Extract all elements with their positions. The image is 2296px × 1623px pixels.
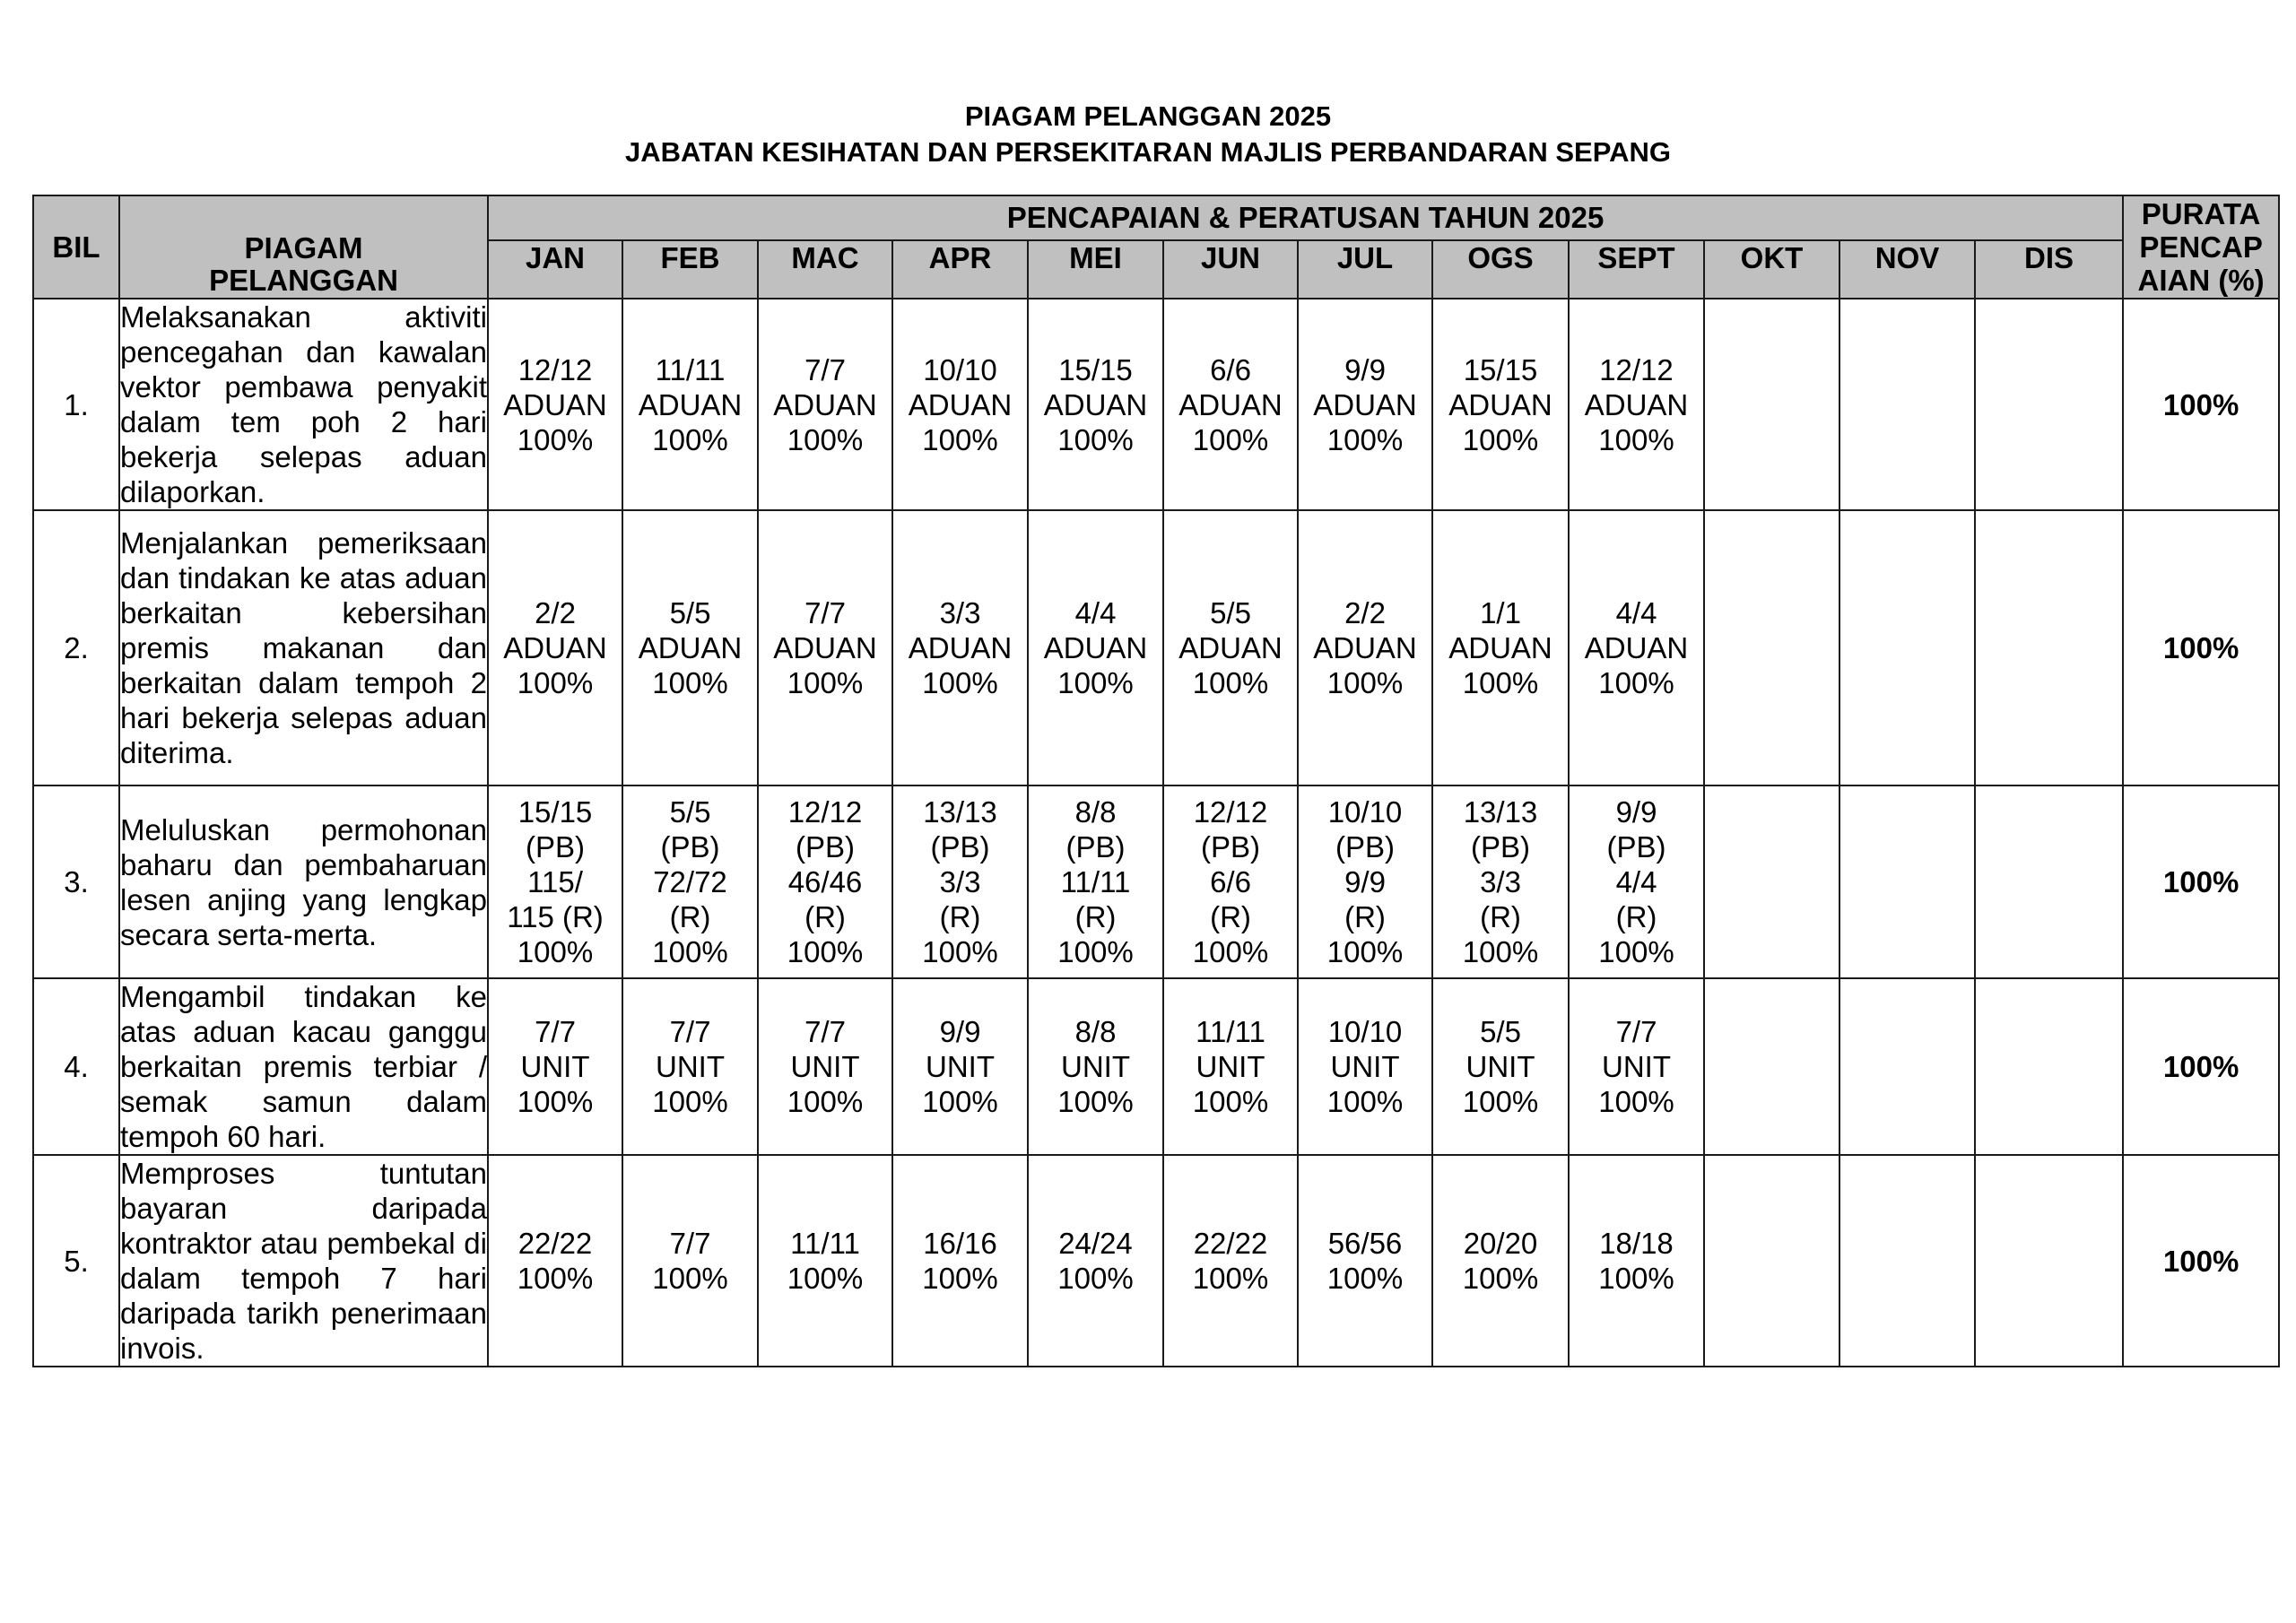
month-cell-jun (1163, 978, 1298, 1155)
month-cell-mei (1028, 299, 1163, 510)
month-cell-sept (1569, 299, 1704, 510)
header-month-okt: OKT (1704, 240, 1839, 299)
month-cell-mac (758, 510, 892, 785)
cell-value-line: 100% (922, 935, 998, 968)
month-cell-feb (622, 785, 758, 978)
cell-value-line: 100% (652, 1262, 728, 1295)
row-number: 3. (33, 785, 119, 978)
month-cell-jun (1163, 510, 1298, 785)
cell-value-line: (PB) (1335, 830, 1395, 864)
cell-value-line: UNIT (1061, 1050, 1130, 1083)
cell-value-line: 100% (652, 1085, 728, 1118)
cell-value-line: (R) (1074, 900, 1117, 933)
month-cell-okt (1704, 299, 1839, 510)
cell-value-line: 12/12 (1599, 352, 1674, 386)
cell-value-line: ADUAN (503, 631, 607, 664)
month-cell-ogs (1432, 299, 1569, 510)
cell-value-line: 7/7 (669, 1015, 711, 1048)
cell-value-line: 20/20 (1463, 1227, 1538, 1260)
month-cell-ogs (1432, 510, 1569, 785)
cell-value-line: (PB) (526, 830, 585, 864)
month-cell-nov (1839, 510, 1975, 785)
cell-value-line: UNIT (520, 1050, 590, 1083)
month-cell-jun (1163, 1155, 1298, 1367)
cell-value-line: (R) (1344, 900, 1386, 933)
month-cell-dis (1975, 785, 2123, 978)
cell-value-line: 100% (1057, 422, 1134, 456)
cell-value-line: 6/6 (1210, 865, 1251, 898)
cell-value-line: 3/3 (939, 596, 981, 629)
cell-value-line: 72/72 (653, 865, 727, 898)
table-row (33, 785, 2279, 978)
cell-value-line: 100% (517, 1262, 594, 1295)
month-cell-apr (892, 978, 1028, 1155)
month-cell-feb (622, 299, 758, 510)
header-month-nov: NOV (1839, 240, 1975, 299)
cell-value-line: (R) (939, 900, 981, 933)
cell-value-line: 100% (1326, 1085, 1404, 1118)
cell-value-line: 100% (1598, 935, 1674, 968)
header-month-jun: JUN (1163, 240, 1298, 299)
cell-value-line: 100% (1462, 666, 1539, 699)
month-cell-jul (1298, 1155, 1432, 1367)
cell-value-line: (R) (1210, 900, 1251, 933)
cell-value-line: 2/2 (535, 596, 576, 629)
header-month-mei: MEI (1028, 240, 1163, 299)
cell-value-line: 100% (922, 422, 998, 456)
cell-value-line: 11/11 (790, 1227, 860, 1260)
month-cell-mac (758, 978, 892, 1155)
header-month-jan: JAN (488, 240, 622, 299)
header-piagam (119, 195, 488, 299)
month-cell-apr (892, 299, 1028, 510)
cell-value-line: 10/10 (923, 352, 997, 386)
cell-value-line: 100% (1326, 666, 1404, 699)
cell-value-line: 3/3 (1480, 865, 1521, 898)
cell-value-line: UNIT (1465, 1050, 1535, 1083)
cell-value-line: 100% (1326, 935, 1404, 968)
cell-value-line: 100% (652, 422, 728, 456)
document-title: PIAGAM PELANGGAN 2025 (964, 100, 1332, 132)
month-cell-jul (1298, 510, 1432, 785)
cell-value-line: 100% (922, 666, 998, 699)
cell-value-line: 100% (1057, 666, 1134, 699)
cell-value-line: 5/5 (669, 795, 711, 829)
month-cell-feb (622, 1155, 758, 1367)
cell-value-line: 7/7 (804, 352, 846, 386)
cell-value-line: UNIT (926, 1050, 995, 1083)
average-achievement: 100% (2123, 1155, 2279, 1367)
cell-value-line: ADUAN (1313, 387, 1417, 421)
row-number: 1. (33, 299, 119, 510)
month-cell-dis (1975, 299, 2123, 510)
cell-value-line: ADUAN (503, 387, 607, 421)
month-cell-dis (1975, 510, 2123, 785)
month-cell-mei (1028, 978, 1163, 1155)
charter-description: Mengambil tindakan ke atas aduan kacau ganggu berkaitan premis terbiar / semak samun dalam tempoh 60 hari. (120, 980, 487, 1153)
cell-value-line: 100% (787, 422, 864, 456)
month-cell-sept (1569, 785, 1704, 978)
cell-value-line: ADUAN (908, 387, 1013, 421)
header-purata (2123, 195, 2279, 299)
cell-value-line: 7/7 (1615, 1015, 1657, 1048)
cell-value-line: 24/24 (1058, 1227, 1133, 1260)
header-month-apr: APR (892, 240, 1028, 299)
cell-value-line: 4/4 (1615, 596, 1657, 629)
cell-value-line: 9/9 (1344, 352, 1386, 386)
table-row (33, 510, 2279, 785)
charter-description: Meluluskan permohonan baharu dan pembaharuan lesen anjing yang lengkap secara serta-merta. (119, 785, 488, 978)
header-month-dis: DIS (1975, 240, 2123, 299)
cell-value-line: 5/5 (669, 596, 711, 629)
cell-value-line: 18/18 (1599, 1227, 1674, 1260)
header-month-jul: JUL (1298, 240, 1432, 299)
month-cell-okt (1704, 1155, 1839, 1367)
cell-value-line: 12/12 (787, 795, 863, 829)
month-cell-jan (488, 1155, 622, 1367)
month-cell-jul (1298, 785, 1432, 978)
cell-value-line: 100% (1057, 1085, 1134, 1118)
row-number: 2. (33, 510, 119, 785)
cell-value-line: UNIT (1602, 1050, 1671, 1083)
cell-value-line: 13/13 (1463, 795, 1538, 829)
month-cell-okt (1704, 785, 1839, 978)
month-cell-jan (488, 978, 622, 1155)
cell-value-line: 100% (1192, 666, 1269, 699)
cell-value-line: 100% (1326, 1262, 1404, 1295)
cell-value-line: 3/3 (939, 865, 981, 898)
cell-value-line: (R) (669, 900, 711, 933)
cell-value-line: (PB) (1065, 830, 1126, 864)
header-month-sept: SEPT (1569, 240, 1704, 299)
row-number: 4. (33, 978, 119, 1155)
cell-value-line: ADUAN (638, 631, 743, 664)
average-achievement: 100% (2123, 785, 2279, 978)
month-cell-jan (488, 785, 622, 978)
month-cell-nov (1839, 1155, 1975, 1367)
cell-value-line: ADUAN (1448, 631, 1552, 664)
cell-value-line: 9/9 (939, 1015, 981, 1048)
month-cell-nov (1839, 299, 1975, 510)
cell-value-line: ADUAN (1313, 631, 1417, 664)
cell-value-line: 9/9 (1615, 795, 1657, 829)
cell-value-line: (PB) (660, 830, 720, 864)
month-cell-jan (488, 510, 622, 785)
month-cell-mac (758, 1155, 892, 1367)
cell-value-line: 8/8 (1074, 795, 1117, 829)
month-cell-jun (1163, 299, 1298, 510)
cell-value-line: 100% (1326, 422, 1404, 456)
document-subtitle: JABATAN KESIHATAN DAN PERSEKITARAN MAJLIS PERBANDARAN SEPANG (625, 136, 1671, 168)
month-cell-dis (1975, 978, 2123, 1155)
cell-value-line: 13/13 (923, 795, 997, 829)
month-cell-okt (1704, 510, 1839, 785)
cell-value-line: 100% (922, 1085, 998, 1118)
cell-value-line: ADUAN (773, 631, 877, 664)
header-purata-label: PURATA PENCAP AIAN (%) (2137, 196, 2265, 297)
cell-value-line: 12/12 (1193, 795, 1268, 829)
cell-value-line: 100% (1192, 1085, 1269, 1118)
month-cell-jul (1298, 978, 1432, 1155)
cell-value-line: 7/7 (804, 1015, 846, 1048)
cell-value-line: (R) (804, 900, 846, 933)
customer-charter-table (32, 195, 2280, 1367)
cell-value-line: 100% (652, 935, 728, 968)
cell-value-line: 100% (1192, 422, 1269, 456)
cell-value-line: ADUAN (773, 387, 877, 421)
table-row (33, 1155, 2279, 1367)
cell-value-line: 100% (787, 1262, 864, 1295)
header-row-top (33, 195, 2279, 240)
table-row (33, 299, 2279, 510)
header-month-ogs: OGS (1432, 240, 1569, 299)
cell-value-line: 100% (1057, 935, 1134, 968)
cell-value-line: UNIT (790, 1050, 860, 1083)
cell-value-line: ADUAN (908, 631, 1013, 664)
month-cell-mei (1028, 785, 1163, 978)
month-cell-mac (758, 785, 892, 978)
cell-value-line: 100% (1598, 1085, 1674, 1118)
cell-value-line: 100% (1598, 422, 1674, 456)
header-bil: BIL (33, 195, 119, 299)
cell-value-line: ADUAN (1178, 631, 1283, 664)
month-cell-sept (1569, 978, 1704, 1155)
month-cell-jan (488, 299, 622, 510)
cell-value-line: 100% (1462, 935, 1539, 968)
cell-value-line: 5/5 (1480, 1015, 1521, 1048)
cell-value-line: 100% (652, 666, 728, 699)
month-cell-mac (758, 299, 892, 510)
month-cell-apr (892, 510, 1028, 785)
cell-value-line: 10/10 (1327, 1015, 1403, 1048)
cell-value-line: 22/22 (517, 1227, 593, 1260)
month-cell-feb (622, 510, 758, 785)
cell-value-line: (R) (1615, 900, 1657, 933)
month-cell-ogs (1432, 978, 1569, 1155)
charter-description: Menjalankan pemeriksaan dan tindakan ke atas aduan berkaitan kebersihan premis makanan dan berkaitan dalam tempoh 2 hari bekerja selepas aduan diterima. (119, 510, 488, 785)
cell-value-line: 10/10 (1327, 795, 1403, 829)
cell-value-line: 100% (1462, 422, 1539, 456)
charter-description: Melaksanakan aktiviti pencegahan dan kawalan vektor pembawa penyakit dalam tem poh 2 hari bekerja selepas aduan dilaporkan. (120, 300, 487, 508)
cell-value-line: UNIT (656, 1050, 725, 1083)
header-piagam-label: PIAGAM PELANGGAN (209, 231, 398, 297)
cell-value-line: (PB) (1471, 830, 1530, 864)
cell-value-line: (PB) (930, 830, 990, 864)
average-achievement: 100% (2123, 299, 2279, 510)
cell-value-line: 15/15 (517, 795, 593, 829)
month-cell-apr (892, 785, 1028, 978)
cell-value-line: 12/12 (517, 352, 593, 386)
cell-value-line: (PB) (1606, 830, 1666, 864)
cell-value-line: 100% (1598, 1262, 1674, 1295)
cell-value-line: 7/7 (669, 1227, 711, 1260)
cell-value-line: 100% (1598, 666, 1674, 699)
cell-value-line: 115 (R) (507, 900, 604, 933)
cell-value-line: 115/ (527, 865, 583, 898)
cell-value-line: 11/11 (655, 352, 726, 386)
cell-value-line: 7/7 (804, 596, 846, 629)
header-group-achievement: PENCAPAIAN & PERATUSAN TAHUN 2025 (488, 195, 2123, 240)
month-cell-feb (622, 978, 758, 1155)
cell-value-line: ADUAN (1448, 387, 1552, 421)
month-cell-mei (1028, 1155, 1163, 1367)
cell-value-line: 22/22 (1193, 1227, 1268, 1260)
cell-value-line: 100% (787, 1085, 864, 1118)
cell-value-line: (PB) (796, 830, 855, 864)
cell-value-line: ADUAN (1043, 631, 1148, 664)
month-cell-ogs (1432, 785, 1569, 978)
month-cell-okt (1704, 978, 1839, 1155)
table-row (33, 978, 2279, 1155)
cell-value-line: ADUAN (1584, 387, 1689, 421)
charter-description: Memproses tuntutan bayaran daripada kontraktor atau pembekal di dalam tempoh 7 hari daripada tarikh penerimaan invois. (120, 1157, 487, 1365)
month-cell-sept (1569, 1155, 1704, 1367)
month-cell-jul (1298, 299, 1432, 510)
cell-value-line: 100% (787, 935, 864, 968)
cell-value-line: 100% (517, 935, 594, 968)
cell-value-line: UNIT (1330, 1050, 1400, 1083)
cell-value-line: ADUAN (1043, 387, 1148, 421)
cell-value-line: ADUAN (1178, 387, 1283, 421)
cell-value-line: 1/1 (1480, 596, 1521, 629)
cell-value-line: 46/46 (787, 865, 863, 898)
cell-value-line: 15/15 (1463, 352, 1538, 386)
average-achievement: 100% (2123, 510, 2279, 785)
cell-value-line: 100% (1192, 935, 1269, 968)
cell-value-line: (PB) (1201, 830, 1260, 864)
cell-value-line: (R) (1480, 900, 1521, 933)
month-cell-mei (1028, 510, 1163, 785)
month-cell-ogs (1432, 1155, 1569, 1367)
cell-value-line: 4/4 (1074, 596, 1117, 629)
cell-value-line: 9/9 (1344, 865, 1386, 898)
cell-value-line: 100% (517, 1085, 594, 1118)
cell-value-line: 4/4 (1615, 865, 1657, 898)
cell-value-line: ADUAN (1584, 631, 1689, 664)
cell-value-line: ADUAN (638, 387, 743, 421)
header-month-feb: FEB (622, 240, 758, 299)
cell-value-line: 100% (1057, 1262, 1134, 1295)
cell-value-line: 100% (1462, 1085, 1539, 1118)
cell-value-line: 100% (517, 666, 594, 699)
cell-value-line: 16/16 (923, 1227, 997, 1260)
cell-value-line: 100% (1462, 1262, 1539, 1295)
cell-value-line: 11/11 (1196, 1015, 1265, 1048)
cell-value-line: 11/11 (1060, 865, 1131, 898)
cell-value-line: 56/56 (1327, 1227, 1403, 1260)
cell-value-line: 100% (922, 1262, 998, 1295)
cell-value-line: 100% (787, 666, 864, 699)
row-number: 5. (33, 1155, 119, 1367)
month-cell-sept (1569, 510, 1704, 785)
month-cell-dis (1975, 1155, 2123, 1367)
month-cell-nov (1839, 978, 1975, 1155)
header-month-mac: MAC (758, 240, 892, 299)
cell-value-line: 7/7 (535, 1015, 576, 1048)
month-cell-nov (1839, 785, 1975, 978)
cell-value-line: 100% (1192, 1262, 1269, 1295)
month-cell-apr (892, 1155, 1028, 1367)
cell-value-line: UNIT (1196, 1050, 1265, 1083)
cell-value-line: 8/8 (1074, 1015, 1117, 1048)
month-cell-jun (1163, 785, 1298, 978)
cell-value-line: 6/6 (1210, 352, 1251, 386)
cell-value-line: 2/2 (1344, 596, 1386, 629)
average-achievement: 100% (2123, 978, 2279, 1155)
cell-value-line: 100% (517, 422, 594, 456)
cell-value-line: 15/15 (1058, 352, 1133, 386)
cell-value-line: 5/5 (1210, 596, 1251, 629)
